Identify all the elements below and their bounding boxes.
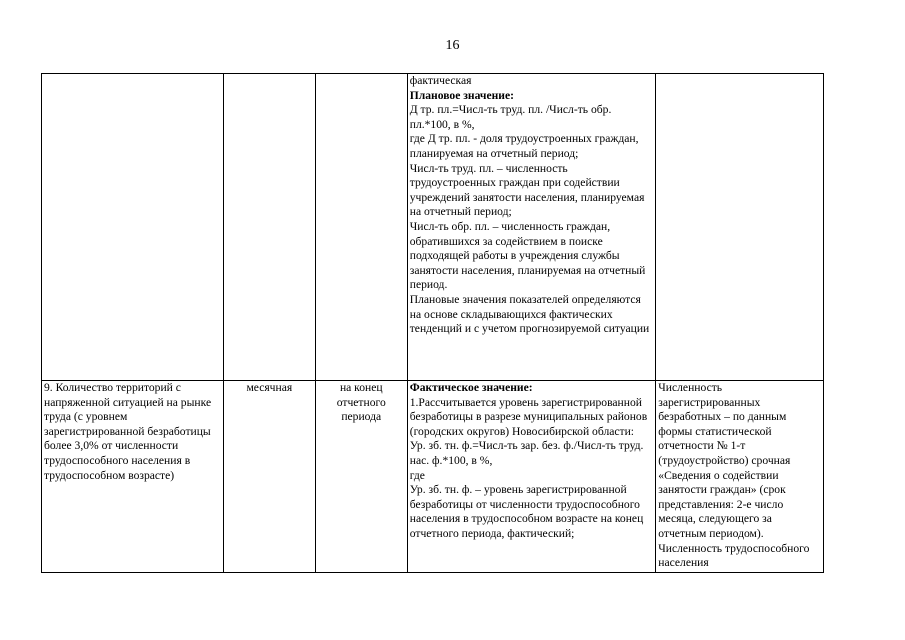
method-line: 1.Рассчитывается уровень зарегистрированной безработицы в разрезе муниципальных районов (городских округов) Новосибирской области: [409,395,648,438]
method-line: Ур. зб. тн. ф. – уровень зарегистрированной безработицы от численности трудоспособного населения в трудоспособном возрасте на конец отчетного периода, фактический; [409,483,644,540]
table-cell-source [656,381,824,573]
table-cell-periodicity [223,74,315,381]
table-cell-source [656,74,824,381]
table-cell-periodicity [223,381,315,573]
table-row [42,74,824,381]
method-line: фактическая [409,74,472,87]
method-line: где Д тр. пл. - доля трудоустроенных граждан, планируемая на отчетный период; [409,132,639,160]
source-text: Численность трудоспособного населения [658,541,810,570]
method-line: где [409,468,425,482]
method-formula: Ур. зб. тн. ф.=Числ-ть зар. без. ф./Числ-ть труд. нас. ф.*100, в %, [409,439,644,467]
table-cell-date [315,74,407,381]
page-number: 16 [445,38,460,53]
table-cell-indicator [42,74,224,381]
method-formula: Д тр. пл.=Числ-ть труд. пл. /Числ-ть обр. пл.*100, в %, [409,103,612,131]
method-line: Числ-ть обр. пл. – численность граждан, обратившихся за содействием в поиске подходящей работы в учреждения службы занятости населения, планируемая на отчетный период. [409,219,646,292]
periodicity-text: месячная [246,381,293,394]
method-heading: Плановое значение: [409,88,514,102]
source-text: Численность зарегистрированных безработных – по данным формы статистической отчетности № 1-т (трудоустройство) срочная «Сведения о содействии занятости граждан» (срок представления: 2-е число месяца, следующего за отчетным периодом). [658,381,791,540]
method-heading: Фактическое значение: [409,381,533,394]
table-cell-method [407,74,656,381]
table-cell-indicator [42,381,224,573]
table-cell-method [407,381,656,573]
indicator-table [41,73,824,573]
table-cell-date [315,381,407,573]
indicator-text: 9. Количество территорий с напряженной ситуацией на рынке труда (с уровнем зарегистрированной безработицы более 3,0% от численности трудоспособного населения в трудоспособном возрасте) [44,381,212,482]
method-line: Плановые значения показателей определяются на основе складывающихся фактических тенденций и с учетом прогнозируемой ситуации [409,292,650,336]
date-text: на конец отчетного периода [336,381,386,424]
method-line: Числ-ть труд. пл. – численность трудоустроенных граждан при содействии учреждений занятости населения, планируемая на отчетный период; [409,161,645,219]
table-row [42,381,824,573]
